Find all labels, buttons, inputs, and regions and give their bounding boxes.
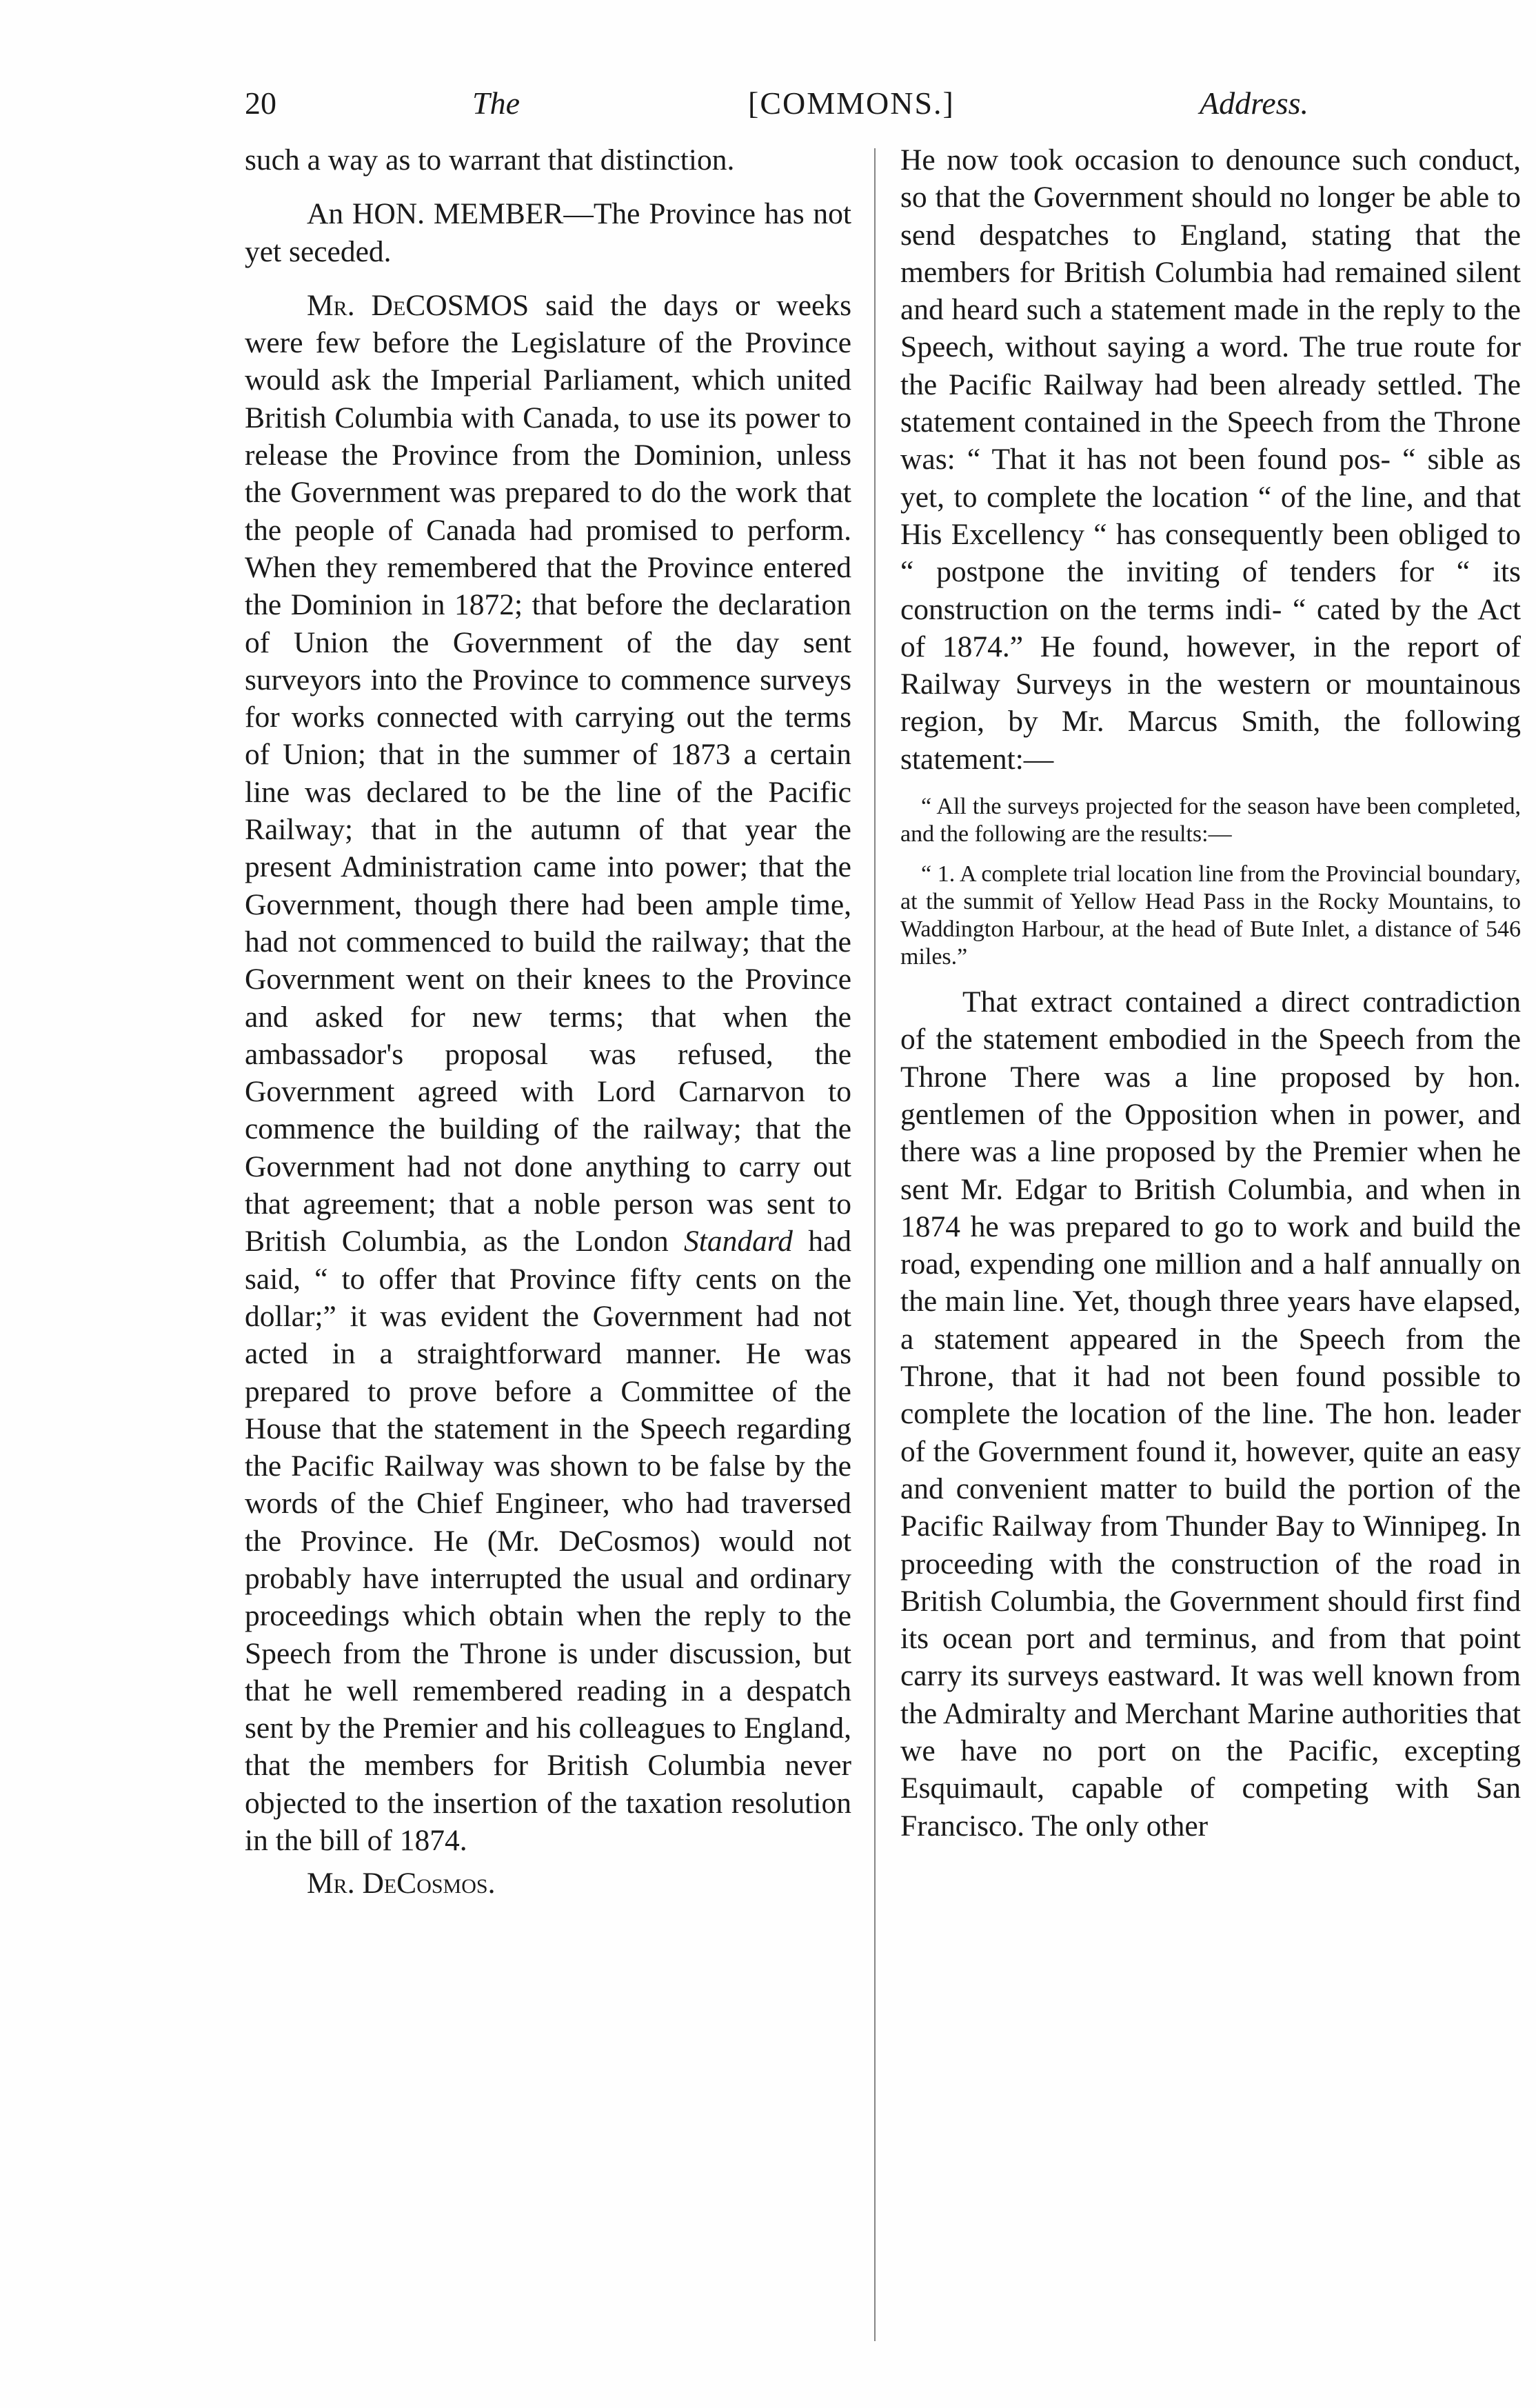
- header-center-title: [COMMONS.]: [748, 86, 955, 121]
- quoted-report-item: “ 1. A complete trial location line from the Provincial boundary, at the summit of Yellow Head Pass in the Rocky Mountains, to Waddington Harbour, at the head of Bute Inlet, a distance of 546 miles.”: [900, 861, 1521, 970]
- speech-text-a: said the days or weeks were few before the Legislature of the Province would ask the Imperial Parliament, which united British Columbia with Canada, to use its power to release the Province from the Dominion, unless the Government was prepared to do the work that the people of Canada had promised to perform. When they remembered that the Province entered the Dominion in 1872; that before the declaration of Union the Government of the day sent surveyors into the Province to commence surveys for works connected with carrying out the terms of Union; that in the summer of 1873 a certain line was declared to be the line of the Pacific Railway; that in the autumn of that year the present Administration came into power; that the Government, though there had been ample time, had not commenced to build the railway; that the Government went on their knees to the Province and asked for new terms; that when the ambassador's proposal was refused, the Government agreed with Lord Carnarvon to commence the building of the railway; that the Government had not done anything to carry out that agreement; that a noble person was sent to British Columbia, as the London: [245, 288, 851, 1258]
- running-header: [245, 76, 1348, 131]
- speech-text-b: had said, “ to offer that Province fifty cents on the dollar;” it was evident the Government had not acted in a straightforward manner. He was prepared to prove before a Committee of the House that the statement in the Speech regarding the Pacific Railway was shown to be false by the words of the Chief Engineer, who had traversed the Province. He (Mr. DeCosmos) would not probably have interrupted the usual and ordinary proceedings which obtain when the reply to the Speech from the Throne is under discussion, but that he well remembered reading in a despatch sent by the Premier and his colleagues to England, that the members for British Columbia never objected to the insertion of the taxation resolution in the bill of 1874.: [245, 1225, 851, 1858]
- paragraph-hon-member: An HON. MEMBER—The Province has not yet seceded.: [245, 197, 851, 268]
- newspaper-title: Standard: [684, 1225, 793, 1258]
- speaker-name: Mr. DeCOSMOS: [307, 288, 529, 322]
- quoted-report-intro: “ All the surveys projected for the season have been completed, and the following are the results:—: [900, 794, 1521, 847]
- column-divider: [874, 148, 876, 2341]
- left-column: [245, 141, 851, 1903]
- right-column: [900, 141, 1521, 1845]
- header-left-title: The: [472, 86, 520, 121]
- header-right-title: Address.: [1200, 86, 1309, 121]
- page-signature: Mr. DeCosmos.: [307, 1867, 496, 1900]
- paragraph-extract-commentary: That extract contained a direct contradiction of the statement embodied in the Speech from the Throne There was a line proposed by hon. gentlemen of the Opposition when in power, and there was a line proposed by the Premier when he sent Mr. Edgar to British Columbia, and when in 1874 he was prepared to go to work and build the road, expending one million and a half annually on the main line. Yet, though three years have elapsed, a statement appeared in the Speech from the Throne, that it had not been found possible to complete the location of the line. The hon. leader of the Government found it, however, quite an easy and convenient matter to build the portion of the Pacific Railway from Thunder Bay to Winnipeg. In proceeding with the construction of the road in British Columbia, the Government should first find its ocean port and terminus, and from that point carry its surveys eastward. It was well known from the Admiralty and Merchant Marine authorities that we have no port on the Pacific, excepting Esquimault, capable of competing with San Francisco. The only other: [900, 985, 1521, 1843]
- paragraph-decosmos-speech: [245, 287, 851, 1859]
- paragraph-continuation: such a way as to warrant that distinction.: [245, 143, 735, 177]
- page-number: 20: [245, 86, 276, 121]
- paragraph-continued-speech: He now took occasion to denounce such conduct, so that the Government should no longer be able to send despatches to England, stating that the members for British Columbia had remained silent and heard such a statement made in the reply to the Speech, without saying a word. The true route for the Pacific Railway had been already settled. The statement contained in the Speech from the Throne was: “ That it has not been found pos- “ sible as yet, to complete the location “ of the line, and that His Excellency “ has consequently been obliged to “ postpone the inviting of tenders for “ its construction on the terms indi- “ cated by the Act of 1874.” He found, however, in the report of Railway Surveys in the western or mountainous region, by Mr. Marcus Smith, the following statement:—: [900, 143, 1521, 776]
